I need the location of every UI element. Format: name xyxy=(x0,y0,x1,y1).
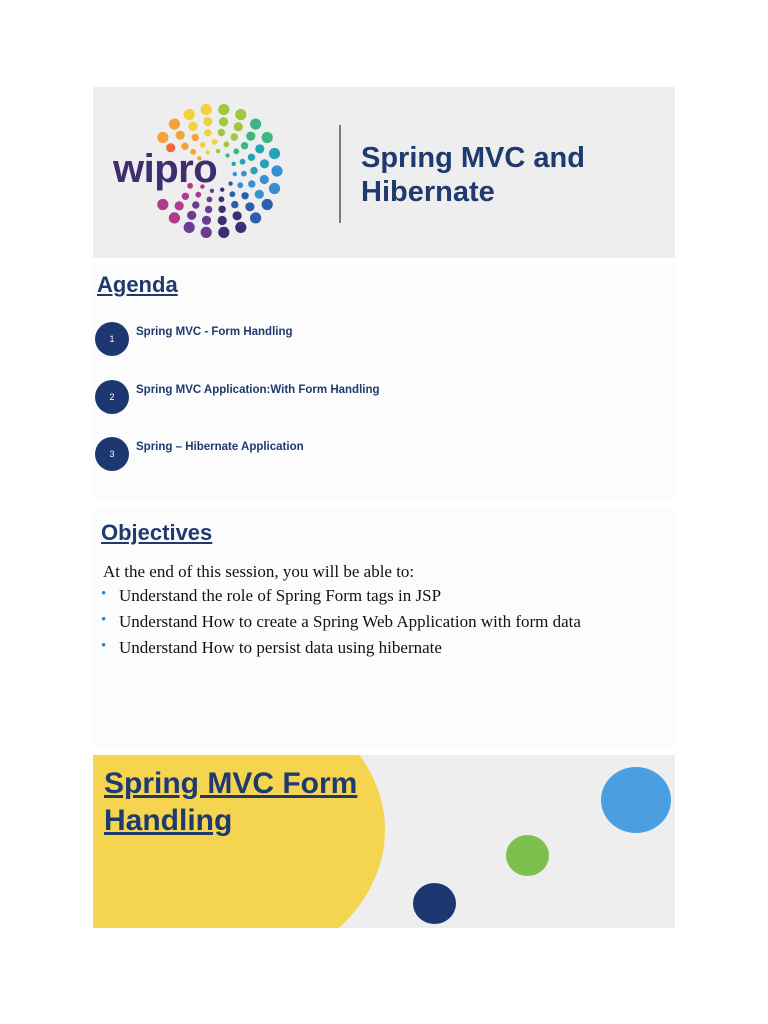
logo-dot xyxy=(228,181,232,185)
logo-dot xyxy=(188,122,197,131)
logo-dot xyxy=(204,129,211,136)
logo-dot xyxy=(271,165,282,176)
logo-dot xyxy=(212,139,218,145)
logo-dot xyxy=(205,206,212,213)
section-slide xyxy=(93,755,675,928)
presentation-title-line1: Spring MVC and xyxy=(361,142,585,174)
logo-dot xyxy=(231,201,238,208)
objectives-intro: At the end of this session, you will be able to: xyxy=(103,562,415,581)
logo-dot xyxy=(246,132,255,141)
objective-item xyxy=(101,586,581,612)
logo-dot xyxy=(248,154,255,161)
blue-circle-decoration xyxy=(601,767,671,833)
logo-dot xyxy=(233,148,239,154)
agenda-heading: Agenda xyxy=(97,272,178,297)
logo-dot xyxy=(241,192,248,199)
logo-dot xyxy=(235,222,246,233)
logo-dot xyxy=(187,211,196,220)
logo-dot xyxy=(269,183,280,194)
logo-dot xyxy=(220,188,224,192)
logo-dot xyxy=(218,216,227,225)
objective-text: Understand How to create a Spring Web Application with form data xyxy=(119,612,581,631)
logo-dot xyxy=(218,206,225,213)
presentation-title xyxy=(361,141,585,209)
logo-dot xyxy=(234,122,243,131)
objective-item xyxy=(101,612,581,638)
logo-dot xyxy=(245,202,254,211)
agenda-number-badge: 1 xyxy=(95,322,129,356)
objectives-list xyxy=(101,586,581,664)
logo-dot xyxy=(260,175,269,184)
navy-circle-decoration xyxy=(413,883,456,924)
agenda-item-label: Spring MVC - Form Handling xyxy=(136,326,293,338)
logo-dot xyxy=(184,222,195,233)
section-title xyxy=(104,765,357,839)
logo-dot xyxy=(233,172,237,176)
logo-dot xyxy=(218,129,225,136)
logo-dot xyxy=(184,109,195,120)
logo-dot xyxy=(250,119,261,130)
agenda-item-label: Spring MVC Application:With Form Handling xyxy=(136,384,380,396)
logo-dot xyxy=(260,159,269,168)
logo-dot xyxy=(269,148,280,159)
logo-dot xyxy=(248,180,255,187)
logo-dot xyxy=(224,141,230,147)
agenda-slide xyxy=(93,264,675,501)
logo-dot xyxy=(241,142,248,149)
logo-dot xyxy=(233,211,242,220)
logo-dot xyxy=(176,131,185,140)
logo-dot xyxy=(240,159,246,165)
bullet-icon: • xyxy=(101,586,107,602)
green-circle-decoration xyxy=(506,835,549,876)
bullet-icon: • xyxy=(101,638,107,654)
logo-dot xyxy=(157,132,168,143)
agenda-item-label: Spring – Hibernate Application xyxy=(136,441,304,453)
logo-dot xyxy=(219,117,228,126)
objectives-slide xyxy=(93,507,675,747)
logo-dot xyxy=(235,109,246,120)
logo-dot xyxy=(231,133,238,140)
logo-dot xyxy=(250,167,257,174)
objective-item xyxy=(101,638,581,664)
logo-dot xyxy=(255,190,264,199)
section-title-line1: Spring MVC Form xyxy=(104,767,358,800)
logo-dot xyxy=(230,191,236,197)
logo-dot xyxy=(169,212,180,223)
logo-dot xyxy=(262,132,273,143)
title-slide xyxy=(93,87,675,258)
logo-dot xyxy=(203,117,212,126)
logo-dot xyxy=(201,227,212,238)
logo-dot xyxy=(202,216,211,225)
logo-dot xyxy=(232,162,236,166)
section-title-line2: Handling xyxy=(104,804,233,837)
logo-dot xyxy=(192,134,199,141)
wipro-logo-text: wipro xyxy=(113,147,218,191)
logo-dot xyxy=(225,153,229,157)
logo-dot xyxy=(255,144,264,153)
objective-text: Understand How to persist data using hibernate xyxy=(119,638,442,657)
agenda-number-badge: 2 xyxy=(95,380,129,414)
title-divider xyxy=(339,125,341,223)
logo-dot xyxy=(262,199,273,210)
logo-dot xyxy=(169,119,180,130)
logo-dot xyxy=(219,196,225,202)
logo-dot xyxy=(175,201,184,210)
objectives-heading: Objectives xyxy=(101,520,213,545)
logo-dot xyxy=(182,193,189,200)
logo-dot xyxy=(207,197,213,203)
logo-dot xyxy=(201,104,212,115)
logo-dot xyxy=(237,182,243,188)
logo-dot xyxy=(250,212,261,223)
logo-dot xyxy=(192,201,199,208)
logo-dot xyxy=(195,192,201,198)
objective-text: Understand the role of Spring Form tags in JSP xyxy=(119,586,442,605)
logo-dot xyxy=(218,227,229,238)
agenda-number-badge: 3 xyxy=(95,437,129,471)
presentation-title-line2: Hibernate xyxy=(361,176,495,208)
bullet-icon: • xyxy=(101,612,107,628)
logo-dot xyxy=(241,171,247,177)
logo-dot xyxy=(157,199,168,210)
logo-dot xyxy=(218,104,229,115)
